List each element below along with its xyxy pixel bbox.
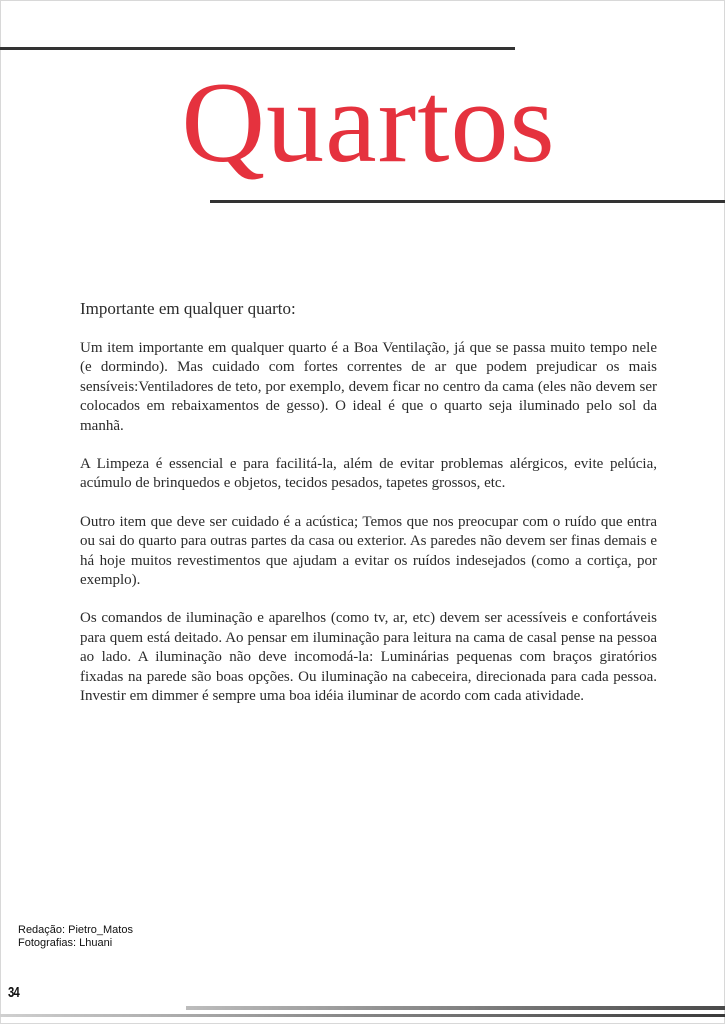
paragraph-cleaning: A Limpeza é essencial e para facilitá-la, além de evitar problemas alérgicos, evite pelúcia, acúmulo de brinquedos e objetos, tecidos pesados, tapetes grossos, etc. [80, 456, 657, 492]
top-divider [0, 47, 515, 50]
footer-divider-upper [186, 1006, 725, 1010]
title-divider [210, 200, 725, 203]
article-body [80, 298, 657, 726]
paragraph-lighting: Os comandos de iluminação e aparelhos (como tv, ar, etc) devem ser acessíveis e confortáveis para quem está deitado. Ao pensar em iluminação para leitura na cama de casal pense na pessoa ao lado. A iluminação não deve incomodá-la: Luminárias pequenas com braços giratórios fixadas na parede são boas opções. Ou iluminação na cabeceira, direcionada para cada pessoa. Investir em dimmer é sempre uma boa idéia iluminar de acordo com cada atividade. [80, 610, 657, 705]
page-title: Quartos [181, 59, 556, 187]
credits [18, 924, 133, 950]
page-number: 34 [8, 984, 20, 1001]
credit-writer: Redação: Pietro_Matos [18, 924, 133, 936]
paragraph-acoustics: Outro item que deve ser cuidado é a acústica; Temos que nos preocupar com o ruído que entra ou sai do quarto para outras partes da casa ou exterior. As paredes não devem ser finas demais e há hoje muitos revestimentos que ajudam a evitar os ruídos indesejados (como a cortiça, por exemplo). [80, 513, 657, 589]
article-heading: Importante em qualquer quarto: [80, 299, 296, 318]
paragraph-ventilation: Um item importante em qualquer quarto é a Boa Ventilação, já que se passa muito tempo nele (e dormindo). Mas cuidado com fortes correntes de ar que podem prejudicar os mais sensíveis:Ventiladores de teto, por exemplo, devem ficar no centro da cama (eles não devem ser colocados em rebaixamentos de gesso). O ideal é que o quarto seja iluminado pelo sol da manhã. [80, 340, 657, 434]
credit-photos: Fotografias: Lhuani [18, 937, 113, 949]
footer-divider-lower [0, 1014, 725, 1017]
